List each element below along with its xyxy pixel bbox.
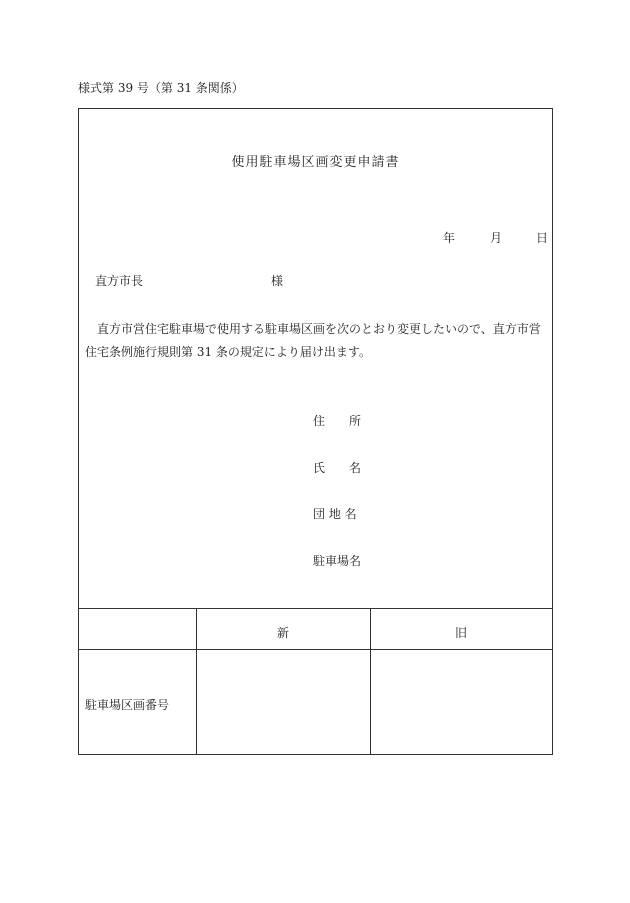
application-statement: 直方市営住宅駐車場で使用する駐車場区画を次のとおり変更したいので、直方市営住宅条例施行規則第 31 条の規定により届け出ます。: [85, 322, 541, 359]
parking-space-number-label: 駐車場区画番号: [85, 698, 170, 712]
applicant-address-label: 住 所: [313, 414, 362, 428]
date-day-label: 日: [536, 231, 549, 245]
table-top-border: [79, 608, 552, 609]
table-header-new: 新: [276, 626, 289, 640]
date-year-label: 年: [443, 231, 456, 245]
application-form: [78, 108, 553, 755]
addressee-honorific: 様: [271, 274, 284, 288]
table-header-old: 旧: [454, 626, 467, 640]
form-title: 使用駐車場区画変更申請書: [231, 155, 400, 170]
new-parking-space-cell[interactable]: [197, 650, 369, 754]
housing-complex-label: 団 地 名: [313, 507, 357, 521]
parking-lot-name-label: 駐車場名: [313, 554, 362, 568]
addressee: 直方市長: [95, 274, 144, 288]
applicant-name-label: 氏 名: [313, 461, 362, 475]
old-parking-space-cell[interactable]: [371, 650, 551, 754]
form-number-label: 様式第 39 号（第 31 条関係）: [78, 81, 244, 95]
date-month-label: 月: [490, 231, 503, 245]
